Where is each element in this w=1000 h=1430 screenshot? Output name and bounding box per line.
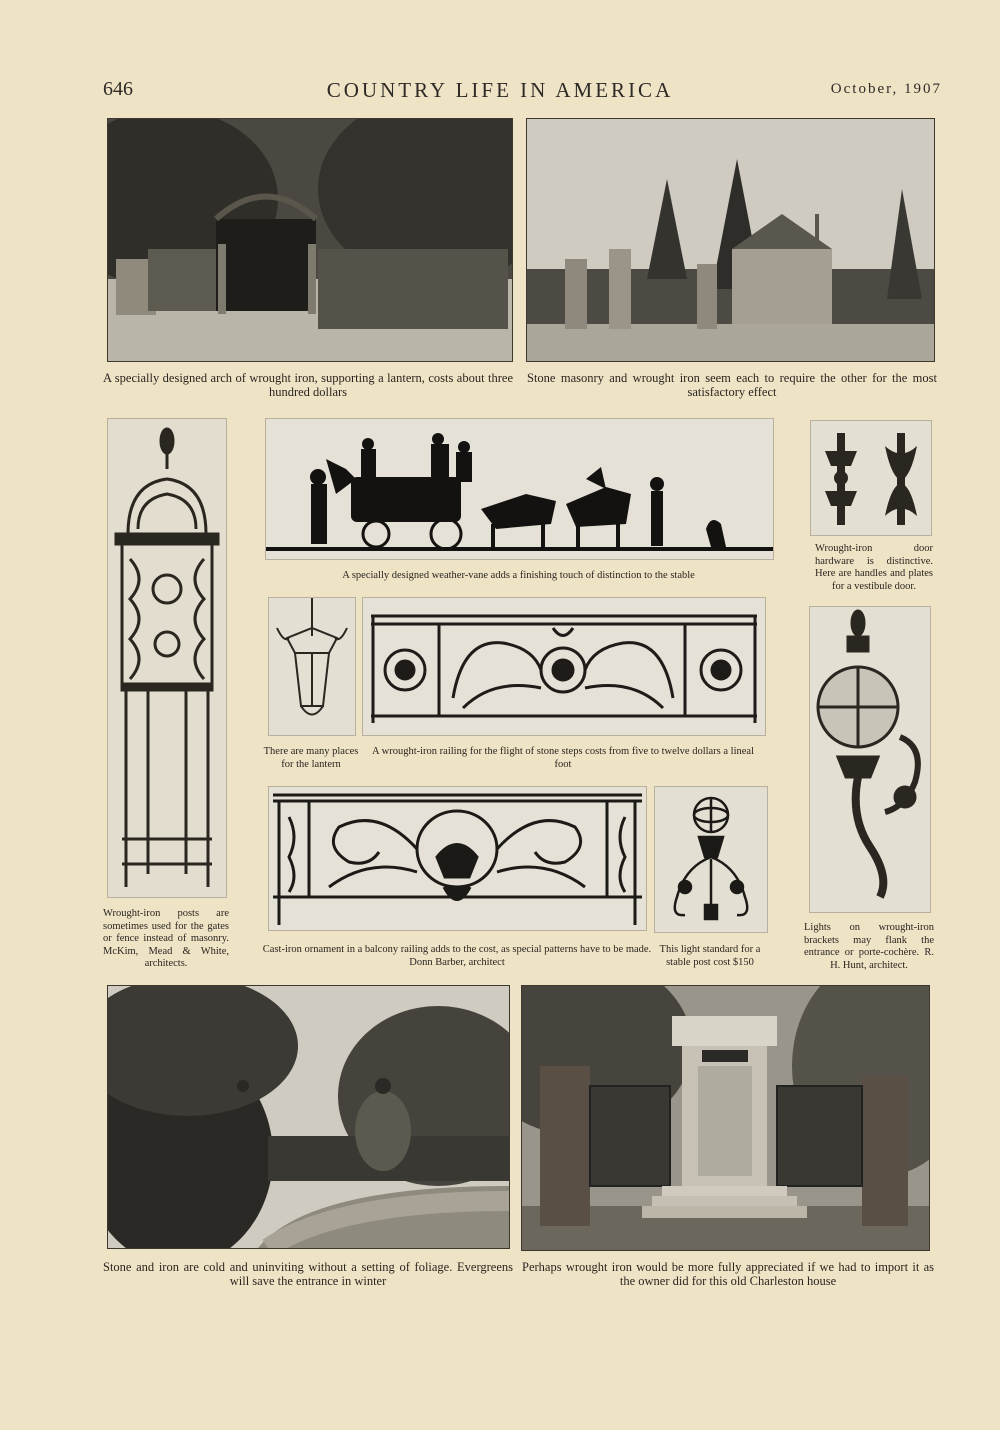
foliage-photo — [107, 985, 510, 1249]
arch-photo — [107, 118, 513, 362]
lantern-caption: There are many places for the lantern — [263, 746, 359, 770]
balcony-railing-photo — [268, 786, 647, 931]
charleston-caption: Perhaps wrought iron would be more fully appreciated if we had to import it as the owner did for this old Charleston house — [522, 1260, 934, 1288]
light-standard-photo — [654, 786, 768, 933]
magazine-title: COUNTRY LIFE IN AMERICA — [326, 78, 674, 102]
stone-masonry-caption: Stone masonry and wrought iron seem each to require the other for the most satisfactory effect — [527, 371, 937, 399]
wrought-iron-post-photo — [107, 418, 227, 898]
door-hardware-caption: Wrought-iron door hardware is distinctive. Here are handles and plates for a vestibule door. — [815, 543, 933, 592]
balcony-caption: Cast-iron ornament in a balcony railing adds to the cost, as special patterns have to be made. Donn Barber, architect — [262, 944, 652, 968]
foliage-caption: Stone and iron are cold and uninviting without a setting of foliage. Evergreens will save the entrance in winter — [103, 1260, 513, 1288]
door-hardware-photo — [810, 420, 932, 536]
lantern-photo — [268, 597, 356, 736]
light-standard-caption: This light standard for a stable post cost $150 — [659, 944, 761, 968]
lights-caption: Lights on wrought-iron brackets may flank the entrance or porte-cochère. R. H. Hunt, architect. — [804, 922, 934, 971]
page-number: 646 — [103, 78, 133, 100]
issue-date: October, 1907 — [830, 81, 942, 97]
weather-vane-photo — [265, 418, 774, 560]
posts-caption: Wrought-iron posts are sometimes used for the gates or fence instead of masonry. McKim, Mead & White, architects. — [103, 908, 229, 969]
railing-caption: A wrought-iron railing for the flight of stone steps costs from five to twelve dollars a lineal foot — [372, 746, 754, 770]
arch-caption: A specially designed arch of wrought iron, supporting a lantern, costs about three hundred dollars — [103, 371, 513, 399]
charleston-house-photo — [521, 985, 930, 1251]
weather-vane-caption: A specially designed weather-vane adds a finishing touch of distinction to the stable — [342, 570, 695, 581]
railing-photo — [362, 597, 766, 736]
bracket-light-photo — [809, 606, 931, 913]
stone-masonry-photo — [526, 118, 935, 362]
